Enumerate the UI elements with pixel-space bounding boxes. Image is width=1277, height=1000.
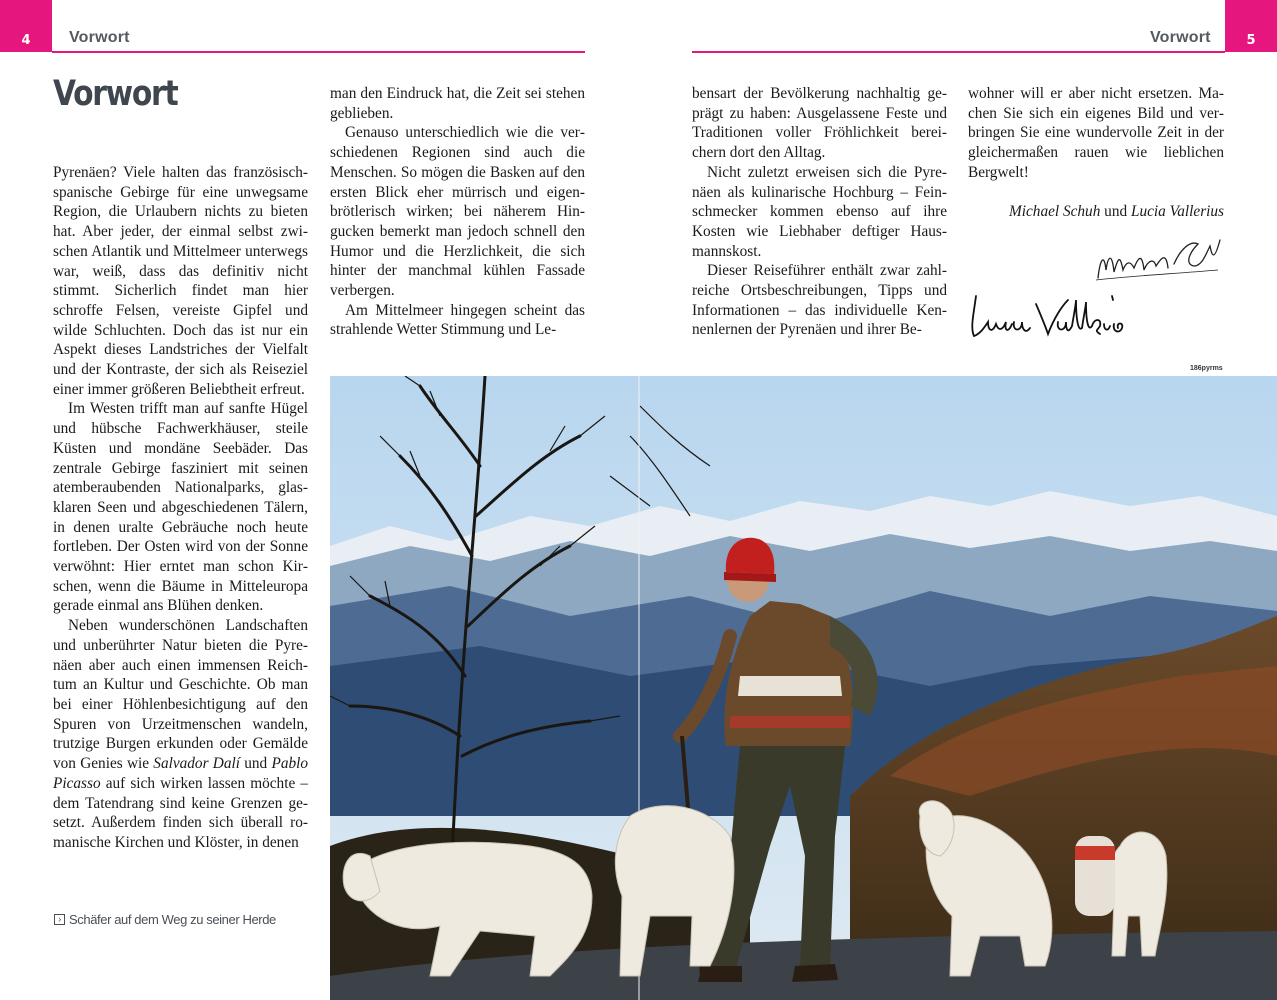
text-column-4 xyxy=(968,84,1224,183)
paragraph: Im Westen trifft man auf sanfte Hügel und hübsche Fachwerkhäuser, steile Küsten und mondäne Seebäder. Das zentrale Gebirge fasziniert mit seinen atemberaubenden Nationalparks, glasklaren Seen und abgeschiedenen Tälern, in denen uralte Gebräuche noch heute fortleben. Der Osten wird von der Sonne verwöhnt: Hier erntet man schon Kirschen, wenn die Bäume in Mitteleuropa gerade einmal ans Blühen denken. xyxy=(53,400,308,615)
signature-michael-schuh xyxy=(1090,230,1225,285)
arrow-box-icon: › xyxy=(54,914,65,925)
running-head-right: Vorwort xyxy=(1150,29,1211,46)
author-name: Lucia Vallerius xyxy=(1130,203,1224,220)
text-column-3 xyxy=(692,84,947,340)
paragraph: wohner will er aber nicht ersetzen. Machen Sie sich ein eigenes Bild und verbringen Sie eine wundervolle Zeit in der gleichermaßen rauen wie lieblichen Bergwelt! xyxy=(968,85,1224,181)
signature-lucia-vallerius xyxy=(966,288,1126,346)
paragraph: Pyrenäen? Viele halten das französisch-spanische Gebirge für eine unwegsame Region, die Urlaubern nichts zu bieten hat. Aber jeder, der einmal selbst zwischen Atlantik und Mittelmeer unterwegs war, weiß, dass das definitiv nicht stimmt. Sicherlich findet man hier schroffe Felsen, vereiste Gipfel und wilde Schluchten. Doch das ist nur ein Aspekt dieses Landstriches der Vielfalt und der Kontraste, der sich als Reiseziel einer immer größeren Beliebtheit erfreut. xyxy=(53,164,308,398)
paragraph: Dieser Reiseführer enthält zwar zahlreiche Ortsbeschreibungen, Tipps und Informationen – das individuelle Kennenlernen der Pyrenäen und ihrer Be- xyxy=(692,262,947,339)
caption-text: Schäfer auf dem Weg zu seiner Herde xyxy=(69,912,276,927)
header-rule-left xyxy=(52,51,585,53)
paragraph: bensart der Bevölkerung nachhaltig geprägt zu haben: Ausgelassene Feste und Traditionen voller Fröhlichkeit bereichern dort den Alltag. xyxy=(692,85,947,162)
text-column-2 xyxy=(330,84,585,340)
paragraph: Nicht zuletzt erweisen sich die Pyrenäen als kulinarische Hochburg – Feinschmecker kommen ebenso auf ihre Kosten wie Liebhaber deftiger Hausmannskost. xyxy=(692,163,947,260)
running-head-left: Vorwort xyxy=(69,29,130,46)
photo-illustration xyxy=(330,376,1277,1000)
page-number-left: 4 xyxy=(0,0,52,52)
page-title: Vorwort xyxy=(53,74,178,114)
paragraph: Neben wunderschönen Landschaften und unberührter Natur bieten die Pyrenäen aber auch einen immensen Reichtum an Kultur und Geschichte. Ob man bei einer Höhlenbesichtigung auf den Spuren von Urzeitmenschen wandeln, trutzige Burgen erkunden oder Gemälde von Genies wie Salvador Dalí und Pablo Picasso auf sich wirken lassen möchte – dem Tatendrang sind keine Grenzen gesetzt. Außerdem finden sich überall romanische Kirchen und Klöster, in denen xyxy=(53,617,309,851)
page-number-right: 5 xyxy=(1225,0,1277,52)
name-picasso: Pablo Picasso xyxy=(53,755,309,792)
header-rule-right xyxy=(692,51,1225,53)
photo-caption xyxy=(54,912,276,927)
author-name: Michael Schuh xyxy=(1009,203,1101,220)
name-dali: Salvador Dalí xyxy=(153,755,240,773)
paragraph: Genauso unterschiedlich wie die verschiedenen Regionen sind auch die Menschen. So mögen die Basken auf den ersten Blick eher mürrisch und eigenbrötlerisch wirken; bei näherem Hingucken bemerkt man jedoch schnell den Humor und die Herzlichkeit, die sich hinter der manchmal kühlen Fassade verbergen. xyxy=(330,124,585,300)
text-column-1 xyxy=(53,163,308,853)
author-credit: Michael Schuh und Lucia Vallerius xyxy=(1009,203,1224,220)
paragraph: man den Eindruck hat, die Zeit sei stehen geblieben. xyxy=(330,85,585,122)
photo-code: 186pyrms xyxy=(1190,365,1223,372)
photo-shepherd-with-dogs xyxy=(330,376,1277,1000)
paragraph: Am Mittelmeer hingegen scheint das strahlende Wetter Stimmung und Le- xyxy=(330,301,585,339)
